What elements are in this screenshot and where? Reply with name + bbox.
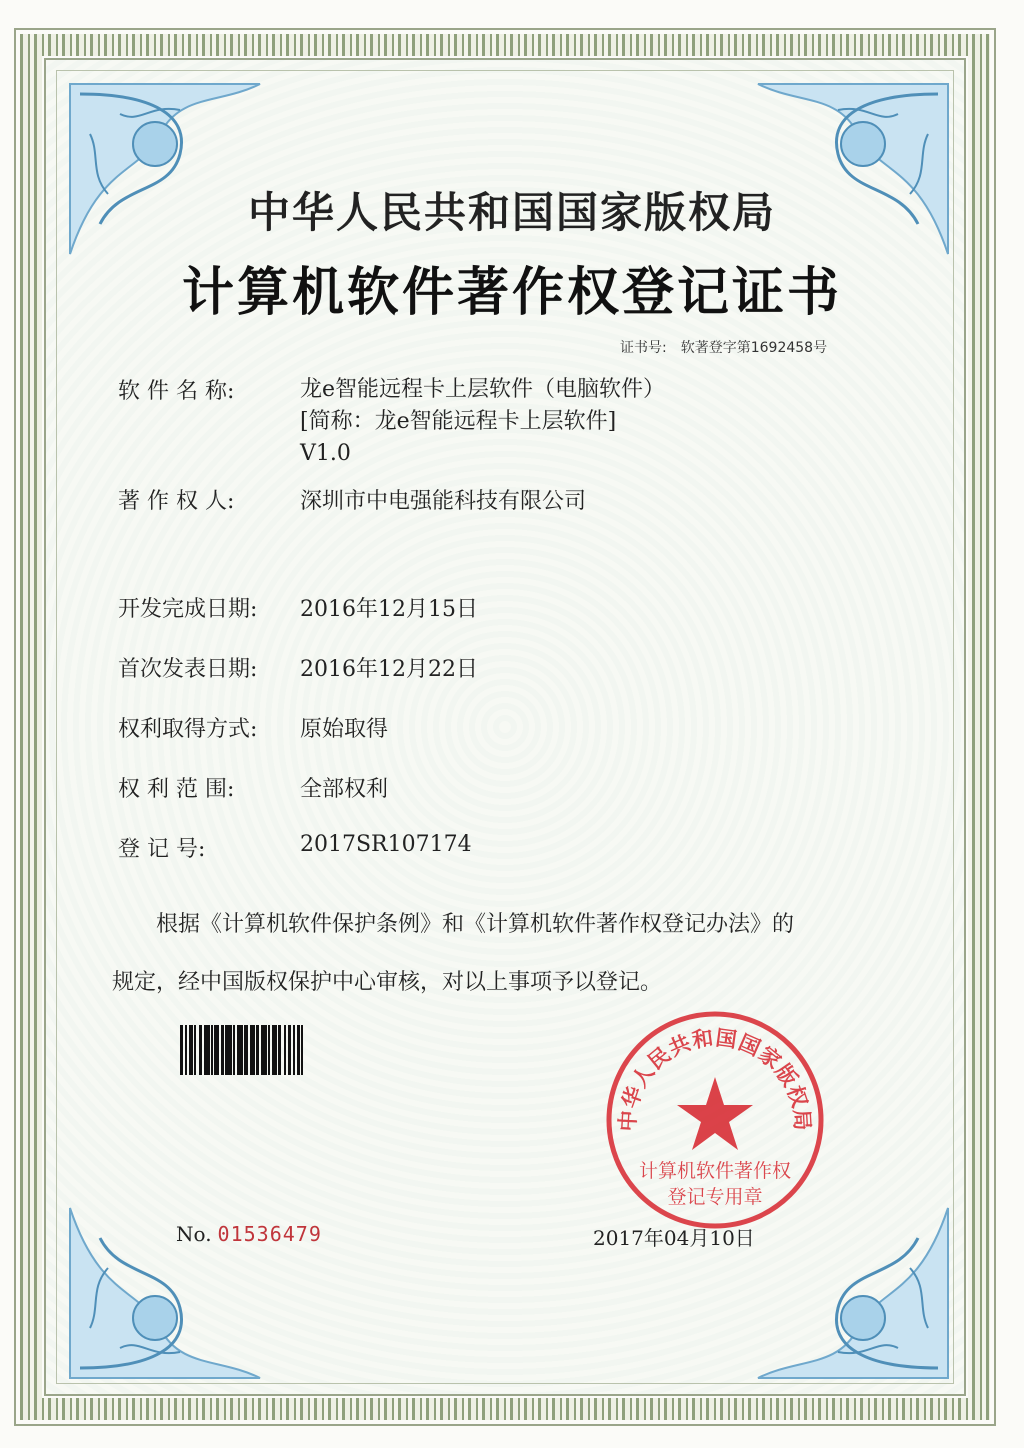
star-icon (677, 1077, 753, 1150)
registration-number-label: 登 记 号: (118, 837, 206, 862)
owner-row (118, 484, 586, 515)
statement-line-2: 规定，经中国版权保护中心审核，对以上事项予以登记。 (112, 970, 663, 995)
owner-value: 深圳市中电强能科技有限公司 (300, 489, 587, 514)
completion-date-row (118, 592, 478, 623)
rights-scope-value: 全部权利 (300, 777, 389, 802)
issue-date: 2017年04月10日 (593, 1226, 755, 1250)
seal-inner-line-1: 计算机软件著作权 (638, 1160, 792, 1182)
rights-scope-row (118, 772, 388, 803)
registration-number-row (118, 832, 472, 863)
acquire-method-value: 原始取得 (300, 717, 389, 742)
registration-number-value: 2017SR107174 (300, 832, 472, 857)
owner-label: 著 作 权 人: (118, 489, 235, 514)
certificate-title: 计算机软件著作权登记证书 (181, 262, 842, 323)
barcode-icon (180, 1025, 326, 1075)
certificate-number (620, 337, 841, 357)
rights-scope-label: 权 利 范 围: (118, 777, 235, 802)
statement-line-1: 根据《计算机软件保护条例》和《计算机软件著作权登记办法》的 (156, 912, 795, 937)
certificate-number-value: 软著登字第1692458号 (680, 340, 828, 356)
software-short-name: [简称：龙e智能远程卡上层软件] (300, 409, 617, 434)
software-version: V1.0 (300, 441, 351, 466)
serial-number-label: No. (176, 1222, 212, 1246)
statement (112, 896, 892, 1012)
serial-number (176, 1222, 322, 1246)
acquire-method-row (118, 712, 388, 743)
certificate-number-label: 证书号: (620, 340, 667, 356)
completion-date-label: 开发完成日期: (118, 597, 258, 622)
software-name-value: 龙e智能远程卡上层软件（电脑软件） (300, 377, 666, 402)
publish-date-value: 2016年12月22日 (300, 657, 478, 682)
completion-date-value: 2016年12月15日 (300, 597, 478, 622)
acquire-method-label: 权利取得方式: (118, 717, 258, 742)
publish-date-label: 首次发表日期: (118, 657, 258, 682)
publish-date-row (118, 652, 478, 683)
official-seal (600, 1005, 830, 1235)
software-name-label: 软 件 名 称: (118, 379, 235, 404)
issuer-title: 中华人民共和国国家版权局 (247, 188, 776, 237)
software-name-row (118, 374, 665, 470)
seal-inner-line-2: 登记专用章 (667, 1186, 763, 1208)
seal-arc-text: 中华人民共和国国家版权局 (614, 1024, 816, 1133)
serial-number-value: 01536479 (217, 1222, 322, 1246)
